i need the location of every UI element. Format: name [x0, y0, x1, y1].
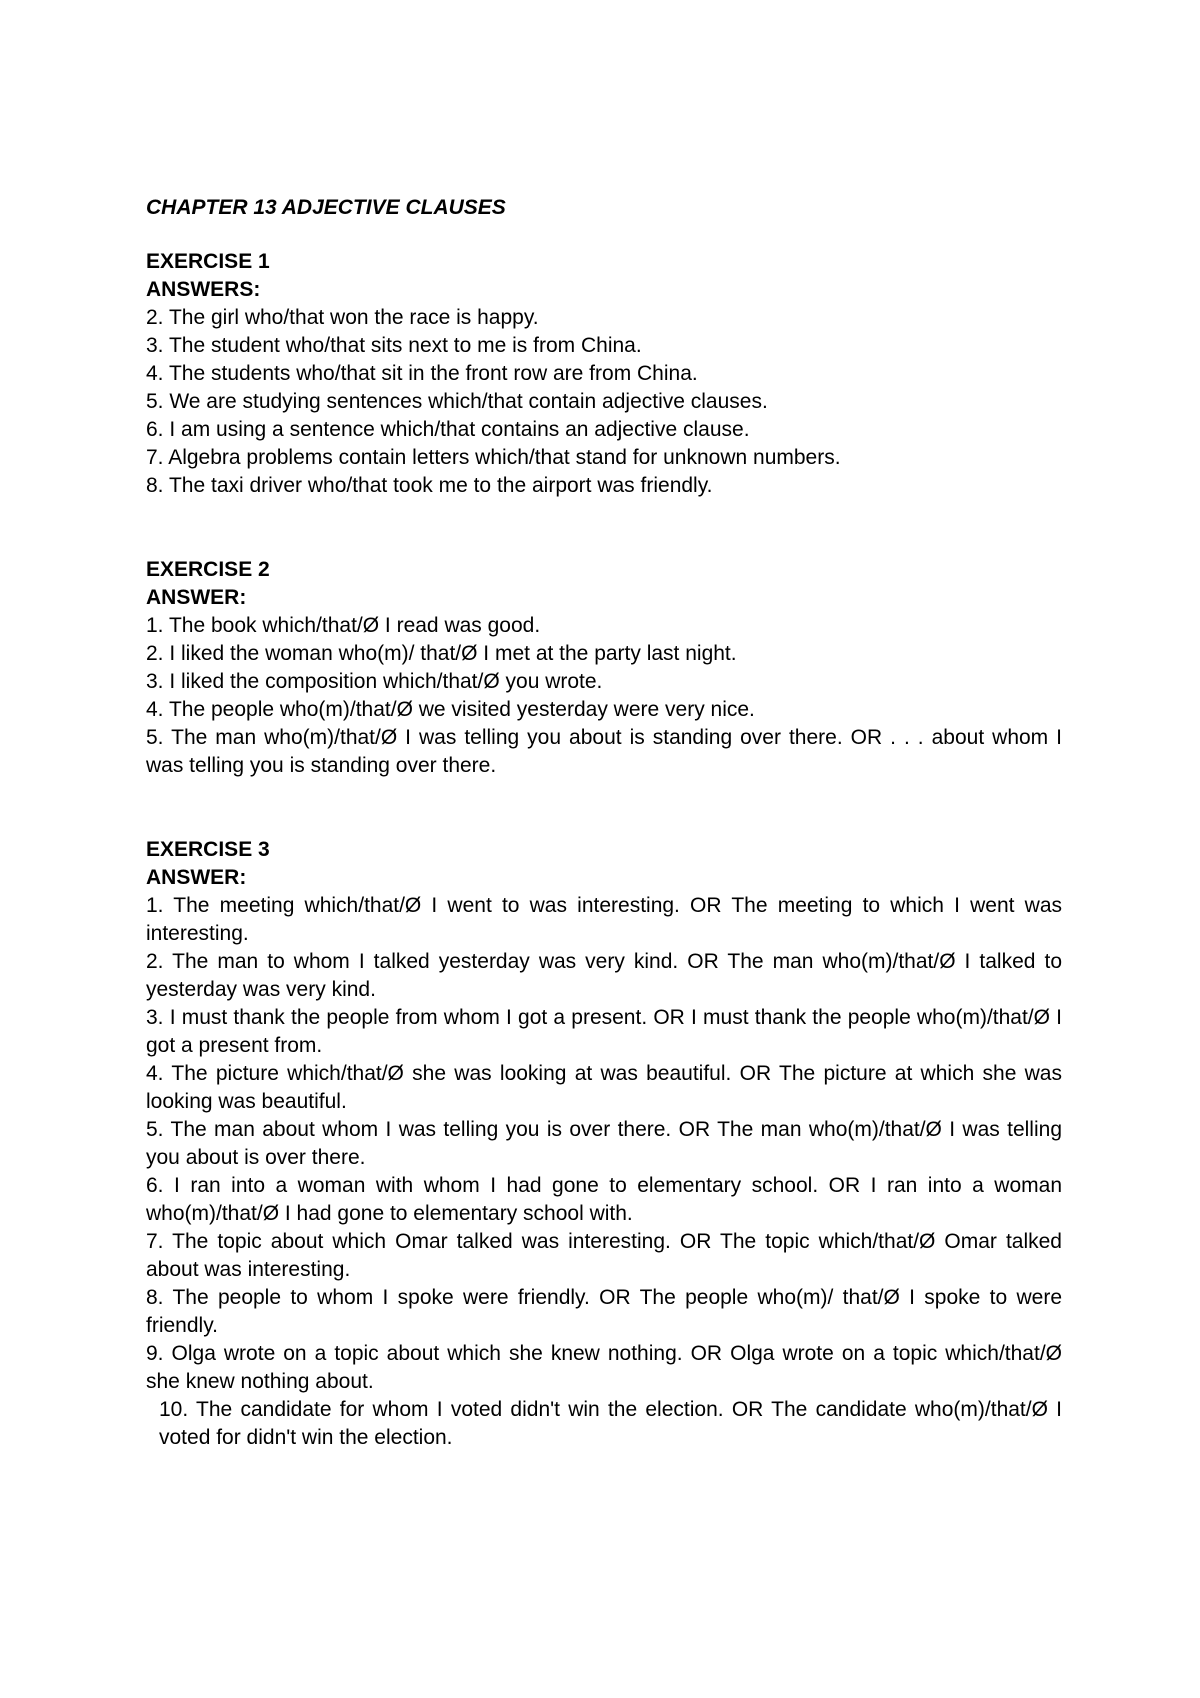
section-spacer — [146, 780, 1062, 836]
answers-label: ANSWER: — [146, 866, 247, 889]
answer-item: 9. Olga wrote on a topic about which she knew nothing. OR Olga wrote on a topic which/that/Ø she knew nothing about. — [146, 1342, 1062, 1393]
answer-item: 8. The taxi driver who/that took me to the airport was friendly. — [146, 474, 713, 497]
answer-item: 3. The student who/that sits next to me is from China. — [146, 334, 642, 357]
answer-item: 1. The meeting which/that/Ø I went to was interesting. OR The meeting to which I went was interesting. — [146, 894, 1062, 945]
exercise-2 — [146, 556, 1062, 780]
document-page — [146, 194, 1062, 1452]
answer-item: 4. The picture which/that/Ø she was looking at was beautiful. OR The picture at which she was looking was beautiful. — [146, 1062, 1062, 1113]
answer-item: 6. I ran into a woman with whom I had gone to elementary school. OR I ran into a woman who(m)/that/Ø I had gone to elementary school with. — [146, 1174, 1062, 1225]
chapter-title: CHAPTER 13 ADJECTIVE CLAUSES — [146, 196, 506, 219]
answer-item: 2. The man to whom I talked yesterday was very kind. OR The man who(m)/that/Ø I talked to yesterday was very kind. — [146, 950, 1062, 1001]
exercise-3 — [146, 836, 1062, 1452]
answer-item: 5. The man about whom I was telling you is over there. OR The man who(m)/that/Ø I was telling you about is over there. — [146, 1118, 1062, 1169]
exercise-title: EXERCISE 3 — [146, 838, 270, 861]
answer-list — [146, 892, 1062, 1452]
answer-item: 7. The topic about which Omar talked was interesting. OR The topic which/that/Ø Omar talked about was interesting. — [146, 1230, 1062, 1281]
answer-item: 4. The people who(m)/that/Ø we visited yesterday were very nice. — [146, 698, 755, 721]
answers-label: ANSWER: — [146, 586, 247, 609]
answer-item: 6. I am using a sentence which/that contains an adjective clause. — [146, 418, 750, 441]
answer-list — [146, 612, 1062, 780]
answer-item: 3. I liked the composition which/that/Ø you wrote. — [146, 670, 603, 693]
answer-item: 5. The man who(m)/that/Ø I was telling you about is standing over there. OR . . . about whom I was telling you is standing over there. — [146, 726, 1062, 777]
answers-label: ANSWERS: — [146, 278, 261, 301]
answer-item: 2. The girl who/that won the race is happy. — [146, 306, 539, 329]
answer-item: 8. The people to whom I spoke were friendly. OR The people who(m)/ that/Ø I spoke to were friendly. — [146, 1286, 1062, 1337]
answer-item: 5. We are studying sentences which/that contain adjective clauses. — [146, 390, 768, 413]
answer-item: 1. The book which/that/Ø I read was good. — [146, 614, 541, 637]
answer-item: 3. I must thank the people from whom I got a present. OR I must thank the people who(m)/that/Ø I got a present from. — [146, 1006, 1062, 1057]
answer-item: 10. The candidate for whom I voted didn't win the election. OR The candidate who(m)/that/Ø I voted for didn't win the election. — [159, 1398, 1062, 1449]
section-spacer — [146, 500, 1062, 556]
exercise-title: EXERCISE 2 — [146, 558, 270, 581]
exercise-title: EXERCISE 1 — [146, 250, 270, 273]
answer-list — [146, 304, 1062, 500]
answer-item: 7. Algebra problems contain letters which/that stand for unknown numbers. — [146, 446, 841, 469]
answer-item: 4. The students who/that sit in the front row are from China. — [146, 362, 698, 385]
answer-item: 2. I liked the woman who(m)/ that/Ø I met at the party last night. — [146, 642, 737, 665]
exercise-1 — [146, 248, 1062, 500]
